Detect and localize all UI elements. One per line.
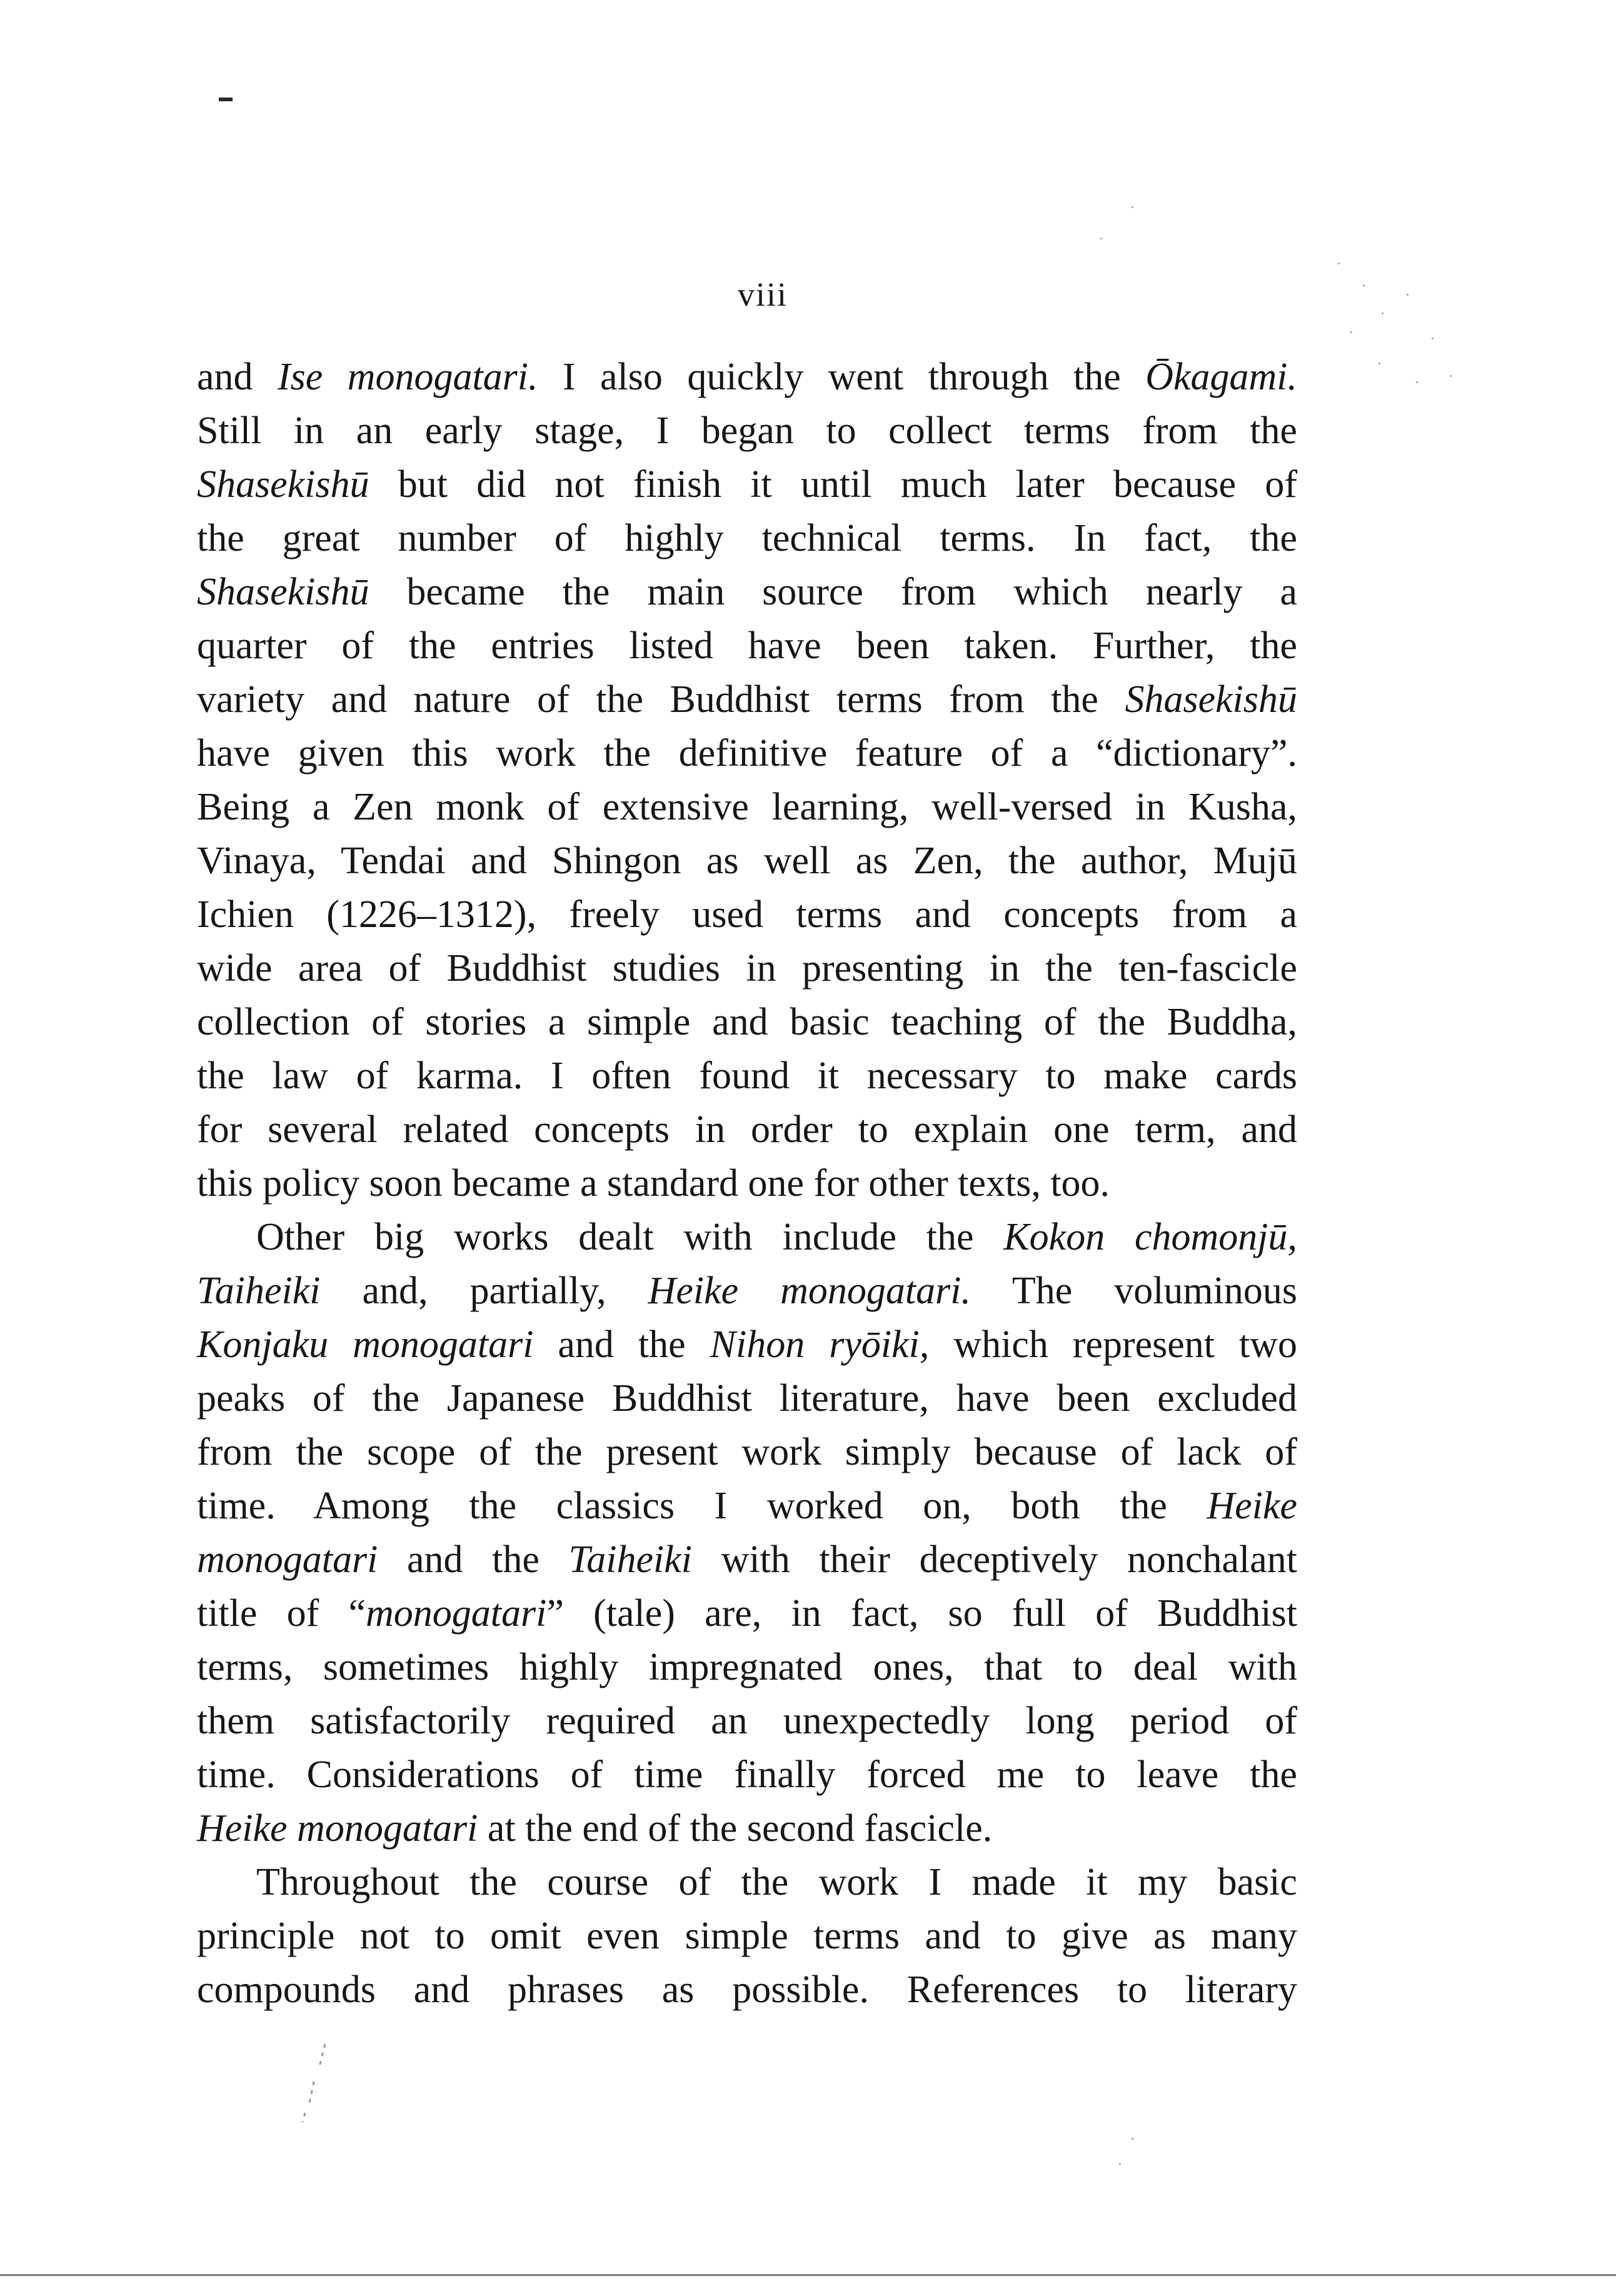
page-bottom-edge: [0, 2274, 1616, 2276]
text-line: the great number of highly technical terms. In fact, the: [197, 517, 1297, 559]
text-line: Still in an early stage, I began to collect terms from the: [197, 409, 1297, 452]
text-line: time. Considerations of time finally forced me to leave the: [197, 1753, 1297, 1796]
text-line: Being a Zen monk of extensive learning, well-versed in Kusha,: [197, 786, 1297, 828]
text-line: Throughout the course of the work I made it my basic: [256, 1861, 1297, 1903]
text-line: and Ise monogatari. I also quickly went through the Ōkagami.: [197, 356, 1297, 398]
text-line: Shasekishū became the main source from which nearly a: [197, 571, 1297, 613]
text-line: Taiheiki and, partially, Heike monogatari. The voluminous: [197, 1270, 1297, 1312]
text-line: compounds and phrases as possible. References to literary: [197, 1968, 1297, 2011]
text-line: monogatari and the Taiheiki with their deceptively nonchalant: [197, 1538, 1297, 1581]
text-line: principle not to omit even simple terms and to give as many: [197, 1915, 1297, 1957]
text-line: Heike monogatari at the end of the second fascicle.: [197, 1807, 993, 1850]
text-line: Vinaya, Tendai and Shingon as well as Zen, the author, Mujū: [197, 840, 1297, 882]
text-line: this policy soon became a standard one for other texts, too.: [197, 1162, 1110, 1205]
stray-pencil-mark: [294, 2038, 338, 2125]
text-line: collection of stories a simple and basic teaching of the Buddha,: [197, 1001, 1297, 1043]
text-line: Konjaku monogatari and the Nihon ryōiki, which represent two: [197, 1323, 1298, 1366]
text-line: title of “monogatari” (tale) are, in fact, so full of Buddhist: [197, 1592, 1297, 1635]
text-line: Ichien (1226–1312), freely used terms and concepts from a: [197, 893, 1297, 936]
text-line: peaks of the Japanese Buddhist literature, have been excluded: [197, 1377, 1297, 1420]
text-line: time. Among the classics I worked on, both the Heike: [197, 1485, 1297, 1527]
text-line: Other big works dealt with include the Kokon chomonjū,: [256, 1216, 1297, 1258]
text-line: the law of karma. I often found it necessary to make cards: [197, 1055, 1297, 1097]
text-line: them satisfactorily required an unexpectedly long period of: [197, 1700, 1297, 1742]
text-line: wide area of Buddhist studies in presenting in the ten-fascicle: [197, 947, 1297, 990]
text-line: have given this work the definitive feature of a “dictionary”.: [197, 732, 1297, 775]
text-line: for several related concepts in order to explain one term, and: [197, 1108, 1297, 1151]
page-number: viii: [737, 276, 788, 313]
text-line: Shasekishū but did not finish it until much later because of: [197, 463, 1297, 506]
text-line: quarter of the entries listed have been taken. Further, the: [197, 624, 1297, 667]
scan-dash-mark: [219, 98, 233, 101]
text-line: from the scope of the present work simply because of lack of: [197, 1431, 1297, 1473]
text-line: variety and nature of the Buddhist terms from the Shasekishū: [197, 678, 1297, 721]
body-text: [197, 350, 1297, 2017]
text-line: terms, sometimes highly impregnated ones, that to deal with: [197, 1646, 1297, 1688]
